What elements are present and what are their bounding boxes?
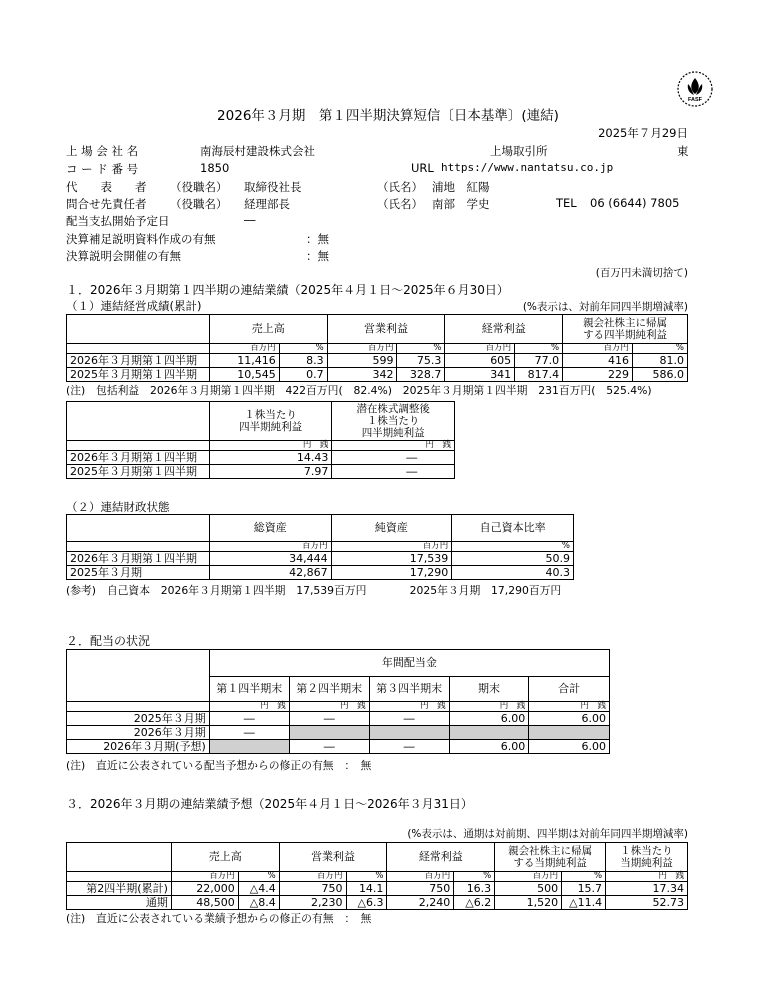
dividend-table bbox=[66, 649, 610, 754]
rep-title: 取締役社長 bbox=[244, 180, 302, 194]
rep-name: 浦地 紅陽 bbox=[432, 180, 490, 194]
unit-cell: 円 銭 bbox=[209, 441, 331, 451]
cell: ― bbox=[369, 740, 449, 754]
cell: 229 bbox=[563, 368, 633, 382]
rep-name-label: （氏名） bbox=[377, 180, 423, 194]
cell: 11,416 bbox=[209, 354, 279, 368]
header-sales: 売上高 bbox=[171, 843, 279, 872]
cell bbox=[209, 740, 289, 754]
cell: 75.3 bbox=[397, 354, 445, 368]
cell: 750 bbox=[279, 882, 346, 896]
cell: ― bbox=[332, 451, 455, 465]
cell bbox=[449, 726, 529, 740]
rep-title-label: （役職名） bbox=[170, 180, 228, 194]
unit-cell: 円 銭 bbox=[332, 441, 455, 451]
cell: 16.3 bbox=[454, 882, 495, 896]
cell: 52.73 bbox=[606, 896, 688, 910]
cell: 0.7 bbox=[279, 368, 327, 382]
cell: 605 bbox=[445, 354, 515, 368]
cell: 6.00 bbox=[529, 712, 610, 726]
row-label: 2026年３月期(予想) bbox=[67, 740, 210, 754]
header-eps: １株当たり 当期純利益 bbox=[606, 843, 688, 872]
dividend-start-value: ― bbox=[244, 213, 256, 227]
listed-value: 南海辰村建設株式会社 bbox=[200, 144, 315, 158]
cell bbox=[529, 726, 610, 740]
header-ordinary-income: 経常利益 bbox=[387, 843, 495, 872]
cell: ― bbox=[209, 726, 289, 740]
unit-cell: 百万円 bbox=[171, 872, 238, 882]
contact-name-label: （氏名） bbox=[377, 197, 423, 211]
exchange-value: 東 bbox=[677, 144, 689, 158]
cell: △11.4 bbox=[562, 896, 606, 910]
exchange-label: 上場取引所 bbox=[490, 144, 548, 158]
report-date: 2025年７月29日 bbox=[598, 126, 688, 140]
unit-cell: 百万円 bbox=[209, 542, 331, 552]
cell: 17,539 bbox=[331, 552, 452, 566]
cell: 10,545 bbox=[209, 368, 279, 382]
unit-cell: 百万円 bbox=[279, 872, 346, 882]
cell: 817.4 bbox=[515, 368, 563, 382]
rounding-note: (百万円未満切捨て) bbox=[595, 267, 688, 279]
logo-text: FASF bbox=[687, 97, 703, 103]
cell: 7.97 bbox=[209, 465, 331, 479]
unit-cell: % bbox=[632, 344, 687, 354]
tel-value: 06 (6644) 7805 bbox=[590, 196, 680, 210]
unit-cell: 百万円 bbox=[327, 344, 397, 354]
briefing-value: ：無 bbox=[306, 249, 329, 263]
unit-cell: 円 銭 bbox=[289, 702, 369, 712]
contact-title: 経理部長 bbox=[244, 197, 290, 211]
unit-cell: 百万円 bbox=[495, 872, 562, 882]
row-label: 2025年３月期 bbox=[67, 712, 210, 726]
header-q3-end: 第３四半期末 bbox=[369, 677, 449, 702]
cell: 50.9 bbox=[452, 552, 574, 566]
row-label: 通期 bbox=[67, 896, 172, 910]
cell: 42,867 bbox=[209, 566, 331, 580]
contact-name: 南部 学史 bbox=[432, 197, 490, 211]
table-row bbox=[67, 726, 610, 740]
table-row bbox=[67, 451, 455, 465]
unit-cell: % bbox=[397, 344, 445, 354]
table-row bbox=[67, 465, 455, 479]
cell: 17,290 bbox=[331, 566, 452, 580]
header-total: 合計 bbox=[529, 677, 610, 702]
header-total-assets: 総資産 bbox=[209, 515, 331, 542]
cell: 416 bbox=[563, 354, 633, 368]
cell: 750 bbox=[387, 882, 454, 896]
cell: ― bbox=[289, 712, 369, 726]
fasf-logo bbox=[676, 70, 714, 108]
cell: ― bbox=[209, 712, 289, 726]
comprehensive-income-note: (注) 包括利益 2026年３月期第１四半期 422百万円( 82.4%) 2025年３月期第１四半期 231百万円( 525.4%) bbox=[66, 384, 652, 397]
financial-position-table bbox=[66, 514, 574, 580]
header-operating-income: 営業利益 bbox=[327, 315, 445, 344]
eps-table bbox=[66, 401, 455, 479]
row-label: 2026年３月期第１四半期 bbox=[67, 552, 210, 566]
briefing-label: 決算説明会開催の有無 bbox=[66, 249, 181, 263]
cell: 22,000 bbox=[171, 882, 238, 896]
rep-label: 代 表 者 bbox=[66, 180, 147, 194]
operating-results-table bbox=[66, 314, 688, 382]
header-eps: １株当たり 四半期純利益 bbox=[209, 402, 331, 441]
corner-cell bbox=[67, 515, 210, 542]
cell: 14.43 bbox=[209, 451, 331, 465]
forecast-table bbox=[66, 842, 688, 910]
unit-cell: % bbox=[279, 344, 327, 354]
supplement-value: ：無 bbox=[306, 232, 329, 246]
cell: △6.2 bbox=[454, 896, 495, 910]
table-row bbox=[67, 712, 610, 726]
sec1-pct-note: (%表示は、対前年同四半期増減率) bbox=[522, 301, 688, 313]
sec1-sub2: （２）連結財政状態 bbox=[66, 500, 170, 514]
header-equity-ratio: 自己資本比率 bbox=[452, 515, 574, 542]
cell: △6.3 bbox=[346, 896, 387, 910]
cell: 586.0 bbox=[632, 368, 687, 382]
unit-cell: 百万円 bbox=[445, 344, 515, 354]
row-label: 2026年３月期第１四半期 bbox=[67, 354, 210, 368]
table-row bbox=[67, 368, 688, 382]
unit-cell: % bbox=[346, 872, 387, 882]
equity-note: (参考) 自己資本 2026年３月期第１四半期 17,539百万円 2025年３月期 17,290百万円 bbox=[66, 584, 562, 597]
cell: 500 bbox=[495, 882, 562, 896]
unit-cell: 百万円 bbox=[563, 344, 633, 354]
corner-cell bbox=[67, 650, 210, 702]
row-label: 2026年３月期 bbox=[67, 726, 210, 740]
cell: 6.00 bbox=[449, 740, 529, 754]
unit-cell: 百万円 bbox=[209, 344, 279, 354]
table-row bbox=[67, 740, 610, 754]
table-row bbox=[67, 354, 688, 368]
cell: 81.0 bbox=[632, 354, 687, 368]
cell bbox=[289, 726, 369, 740]
unit-cell: 円 銭 bbox=[529, 702, 610, 712]
cell: 34,444 bbox=[209, 552, 331, 566]
cell: ― bbox=[289, 740, 369, 754]
header-q1-end: 第１四半期末 bbox=[209, 677, 289, 702]
unit-cell: % bbox=[452, 542, 574, 552]
table-row bbox=[67, 552, 574, 566]
cell: ― bbox=[369, 712, 449, 726]
cell: 40.3 bbox=[452, 566, 574, 580]
unit-cell: 円 銭 bbox=[209, 702, 289, 712]
cell: 342 bbox=[327, 368, 397, 382]
sec3-pct-note: (%表示は、通期は対前期、四半期は対前年同四半期増減率) bbox=[407, 828, 688, 840]
header-diluted-eps: 潜在株式調整後 １株当たり 四半期純利益 bbox=[332, 402, 455, 441]
cell: 2,240 bbox=[387, 896, 454, 910]
row-label: 2025年３月期第１四半期 bbox=[67, 465, 210, 479]
corner-cell bbox=[67, 402, 210, 441]
row-label: 第2四半期(累計) bbox=[67, 882, 172, 896]
unit-cell: 円 銭 bbox=[606, 872, 688, 882]
table-row bbox=[67, 882, 688, 896]
code-value: 1850 bbox=[200, 161, 230, 175]
row-label: 2025年３月期第１四半期 bbox=[67, 368, 210, 382]
contact-title-label: （役職名） bbox=[170, 197, 228, 211]
row-label: 2025年３月期 bbox=[67, 566, 210, 580]
cell: 6.00 bbox=[449, 712, 529, 726]
cell: 328.7 bbox=[397, 368, 445, 382]
forecast-note: (注) 直近に公表されている業績予想からの修正の有無 ： 無 bbox=[66, 912, 372, 925]
unit-cell: % bbox=[238, 872, 279, 882]
cell: △4.4 bbox=[238, 882, 279, 896]
cell: 1,520 bbox=[495, 896, 562, 910]
dividend-note: (注) 直近に公表されている配当予想からの修正の有無 ： 無 bbox=[66, 759, 372, 772]
cell: 6.00 bbox=[529, 740, 610, 754]
page-title: 2026年３月期 第１四半期決算短信〔日本基準〕(連結) bbox=[217, 108, 559, 124]
annual-dividend-header: 年間配当金 bbox=[209, 650, 609, 677]
listed-label: 上 場 会 社 名 bbox=[66, 144, 139, 158]
corner-cell bbox=[67, 843, 172, 872]
tel-label: TEL bbox=[556, 196, 577, 210]
header-net-income: 親会社株主に帰属 する当期純利益 bbox=[495, 843, 606, 872]
cell: 17.34 bbox=[606, 882, 688, 896]
unit-cell: 円 銭 bbox=[449, 702, 529, 712]
header-ordinary-income: 経常利益 bbox=[445, 315, 563, 344]
cell: 8.3 bbox=[279, 354, 327, 368]
header-sales: 売上高 bbox=[209, 315, 327, 344]
cell: 48,500 bbox=[171, 896, 238, 910]
url-link[interactable]: https://www.nantatsu.co.jp bbox=[441, 161, 614, 174]
sec3-title: ３．2026年３月期の連結業績予想（2025年４月１日～2026年３月31日） bbox=[66, 797, 473, 811]
unit-cell: % bbox=[562, 872, 606, 882]
header-operating-income: 営業利益 bbox=[279, 843, 387, 872]
header-net-assets: 純資産 bbox=[331, 515, 452, 542]
url-label: URL bbox=[411, 161, 434, 175]
cell: 2,230 bbox=[279, 896, 346, 910]
corner-cell bbox=[67, 315, 210, 344]
header-q2-end: 第２四半期末 bbox=[289, 677, 369, 702]
unit-cell: 円 銭 bbox=[369, 702, 449, 712]
cell: △8.4 bbox=[238, 896, 279, 910]
unit-cell: 百万円 bbox=[387, 872, 454, 882]
unit-cell: % bbox=[515, 344, 563, 354]
table-row bbox=[67, 566, 574, 580]
contact-label: 問合せ先責任者 bbox=[66, 197, 147, 211]
unit-cell: 百万円 bbox=[331, 542, 452, 552]
supplement-label: 決算補足説明資料作成の有無 bbox=[66, 232, 216, 246]
header-net-income: 親会社株主に帰属 する四半期純利益 bbox=[563, 315, 688, 344]
code-label: コ ー ド 番 号 bbox=[66, 162, 139, 176]
cell: 14.1 bbox=[346, 882, 387, 896]
cell: 341 bbox=[445, 368, 515, 382]
cell bbox=[369, 726, 449, 740]
table-row bbox=[67, 896, 688, 910]
row-label: 2026年３月期第１四半期 bbox=[67, 451, 210, 465]
cell: ― bbox=[332, 465, 455, 479]
cell: 599 bbox=[327, 354, 397, 368]
cell: 15.7 bbox=[562, 882, 606, 896]
header-year-end: 期末 bbox=[449, 677, 529, 702]
sec2-title: ２．配当の状況 bbox=[66, 634, 151, 648]
sec1-title: １．2026年３月期第１四半期の連結業績（2025年４月１日～2025年６月30日） bbox=[66, 283, 509, 297]
cell: 77.0 bbox=[515, 354, 563, 368]
dividend-start-label: 配当支払開始予定日 bbox=[66, 214, 170, 228]
sec1-sub1: （１）連結経営成績(累計) bbox=[66, 299, 202, 313]
unit-cell: % bbox=[454, 872, 495, 882]
